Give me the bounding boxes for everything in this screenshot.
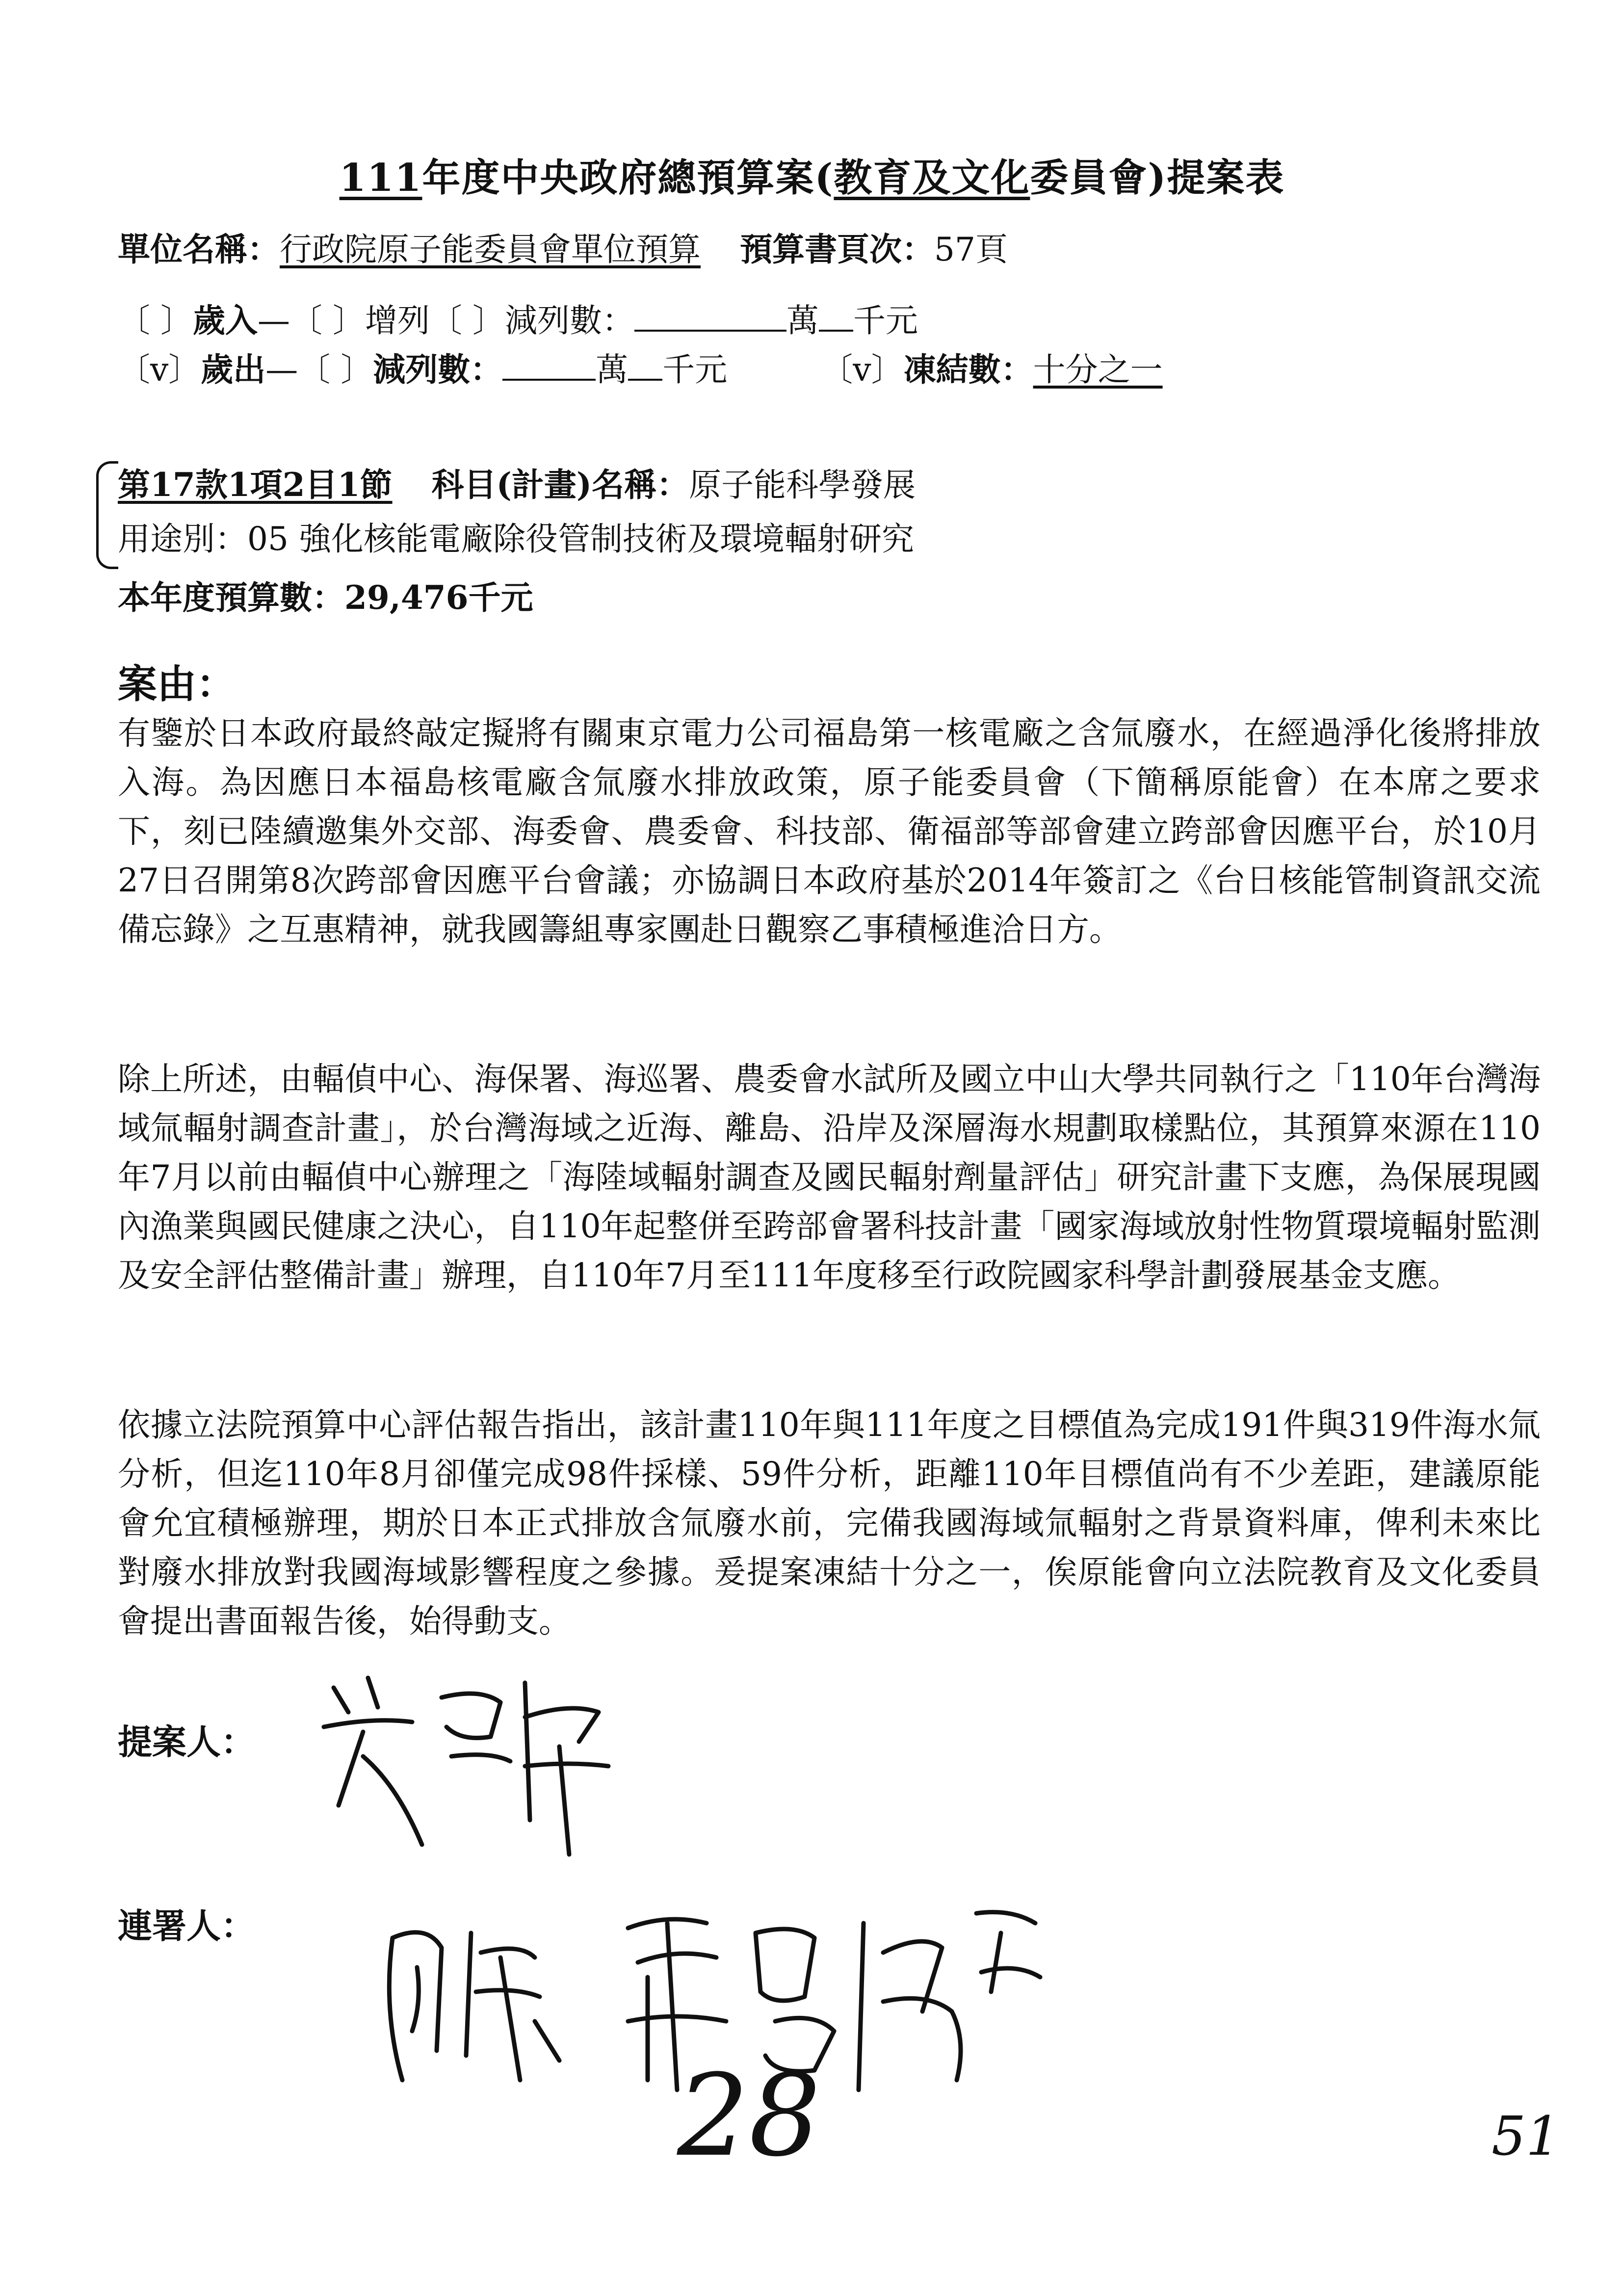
title-year: 111 [339, 156, 422, 200]
expense-line [118, 343, 1163, 390]
revenue-unit-qianyuan: 千元 [853, 302, 918, 339]
expense-amount-blank [502, 351, 596, 381]
use-label: 用途別： [118, 520, 247, 558]
revenue-label: 歲入 [192, 301, 258, 339]
item-section-line [118, 459, 916, 505]
revenue-thousand-blank [819, 302, 853, 332]
revenue-reduce-label: 減列數： [504, 302, 634, 339]
expense-unit-qianyuan: 千元 [662, 351, 728, 389]
proposer-label: 提案人： [118, 1722, 255, 1762]
page-title [0, 147, 1624, 202]
unit-value: 行政院原子能委員會單位預算 [280, 231, 701, 268]
revenue-add-label: 增列 [365, 302, 430, 339]
subject-label: 科目(計畫)名稱： [431, 466, 689, 504]
title-committee: 教育及文化 [834, 156, 1030, 200]
page-number: 51 [1492, 2105, 1560, 2167]
freeze-label: 凍結數： [903, 350, 1033, 389]
unit-line [118, 223, 1008, 270]
handwritten-number: 28 [677, 2051, 821, 2182]
revenue-line [118, 294, 918, 341]
freeze-value: 十分之一 [1033, 351, 1163, 389]
title-suffix: 委員會)提案表 [1030, 156, 1285, 200]
expense-bracket: 〔v〕 [118, 351, 201, 389]
page-value: 57頁 [934, 231, 1008, 268]
reason-paragraph-1: 有鑒於日本政府最終敲定擬將有關東京電力公司福島第一核電廠之含氚廢水，在經過淨化後將排放入海。為因應日本福島核電廠含氚廢水排放政策，原子能委員會（下簡稱原能會）在本席之要求下，刻已陸續邀集外交部、海委會、農委會、科技部、衛福部等部會建立跨部會因應平台，於10月27日召開第8次跨部會因應平台會議；亦協調日本政府基於2014年簽訂之《台日核能管制資訊交流備忘錄》之互惠精神，就我國籌組專家團赴日觀察乙事積極進洽日方。 [118, 714, 1541, 948]
reason-paragraph-2: 除上所述，由輻偵中心、海保署、海巡署、農委會水試所及國立中山大學共同執行之「110年台灣海域氚輻射調查計畫」，於台灣海域之近海、離島、沿岸及深層海水規劃取樣點位，其預算來源在110年7月以前由輻偵中心辦理之「海陸域輻射調查及國民輻射劑量評估」研究計畫下支應，為保展現國內漁業與國民健康之決心，自110年起整併至跨部會署科技計畫「國家海域放射性物質環境輻射監測及安全評估整備計畫」辦理，自110年7月至111年度移至行政院國家科學計劃發展基金支應。 [118, 1060, 1541, 1294]
expense-reduce-bracket: 〔 〕 [298, 351, 373, 389]
expense-dash: — [265, 351, 298, 389]
cosigner-label: 連署人： [118, 1905, 255, 1946]
budget-label: 本年度預算數： [118, 578, 344, 617]
reason-heading: 案由： [118, 661, 236, 707]
budget-value: 29,476千元 [344, 578, 533, 617]
revenue-reduce-bracket: 〔 〕 [429, 302, 505, 339]
subject-value: 原子能科學發展 [689, 466, 916, 504]
revenue-bracket: 〔 〕 [118, 302, 193, 339]
use-value: 05 強化核能電廠除役管制技術及環境輻射研究 [247, 520, 914, 558]
revenue-amount-blank [634, 302, 786, 332]
expense-thousand-blank [628, 351, 662, 381]
item-bracket [96, 461, 118, 569]
revenue-unit-wan: 萬 [786, 302, 819, 339]
expense-unit-wan: 萬 [596, 351, 629, 389]
revenue-add-bracket: 〔 〕 [289, 302, 365, 339]
revenue-dash: — [257, 302, 290, 339]
expense-label: 歲出 [201, 350, 266, 389]
title-prefix: 年度中央政府總預算案( [422, 156, 834, 200]
use-line [118, 513, 914, 559]
budget-line [118, 572, 533, 618]
expense-reduce-label: 減列數： [373, 350, 503, 389]
proposer-signature [294, 1658, 638, 1864]
unit-label: 單位名稱： [118, 230, 280, 268]
freeze-bracket: 〔v〕 [820, 351, 904, 389]
reason-paragraph-3: 依據立法院預算中心評估報告指出，該計畫110年與111年度之目標值為完成191件與319件海水氚分析，但迄110年8月卻僅完成98件採樣、59件分析，距離110年目標值尚有不少差距，建議原能會允宜積極辦理，期於日本正式排放含氚廢水前，完備我國海域氚輻射之背景資料庫，俾利未來比對廢水排放對我國海域影響程度之參據。爰提案凍結十分之一，俟原能會向立法院教育及文化委員會提出書面報告後，始得動支。 [118, 1406, 1541, 1640]
item-section: 第17款1項2目1節 [118, 466, 393, 504]
page-label: 預算書頁次： [740, 230, 934, 268]
